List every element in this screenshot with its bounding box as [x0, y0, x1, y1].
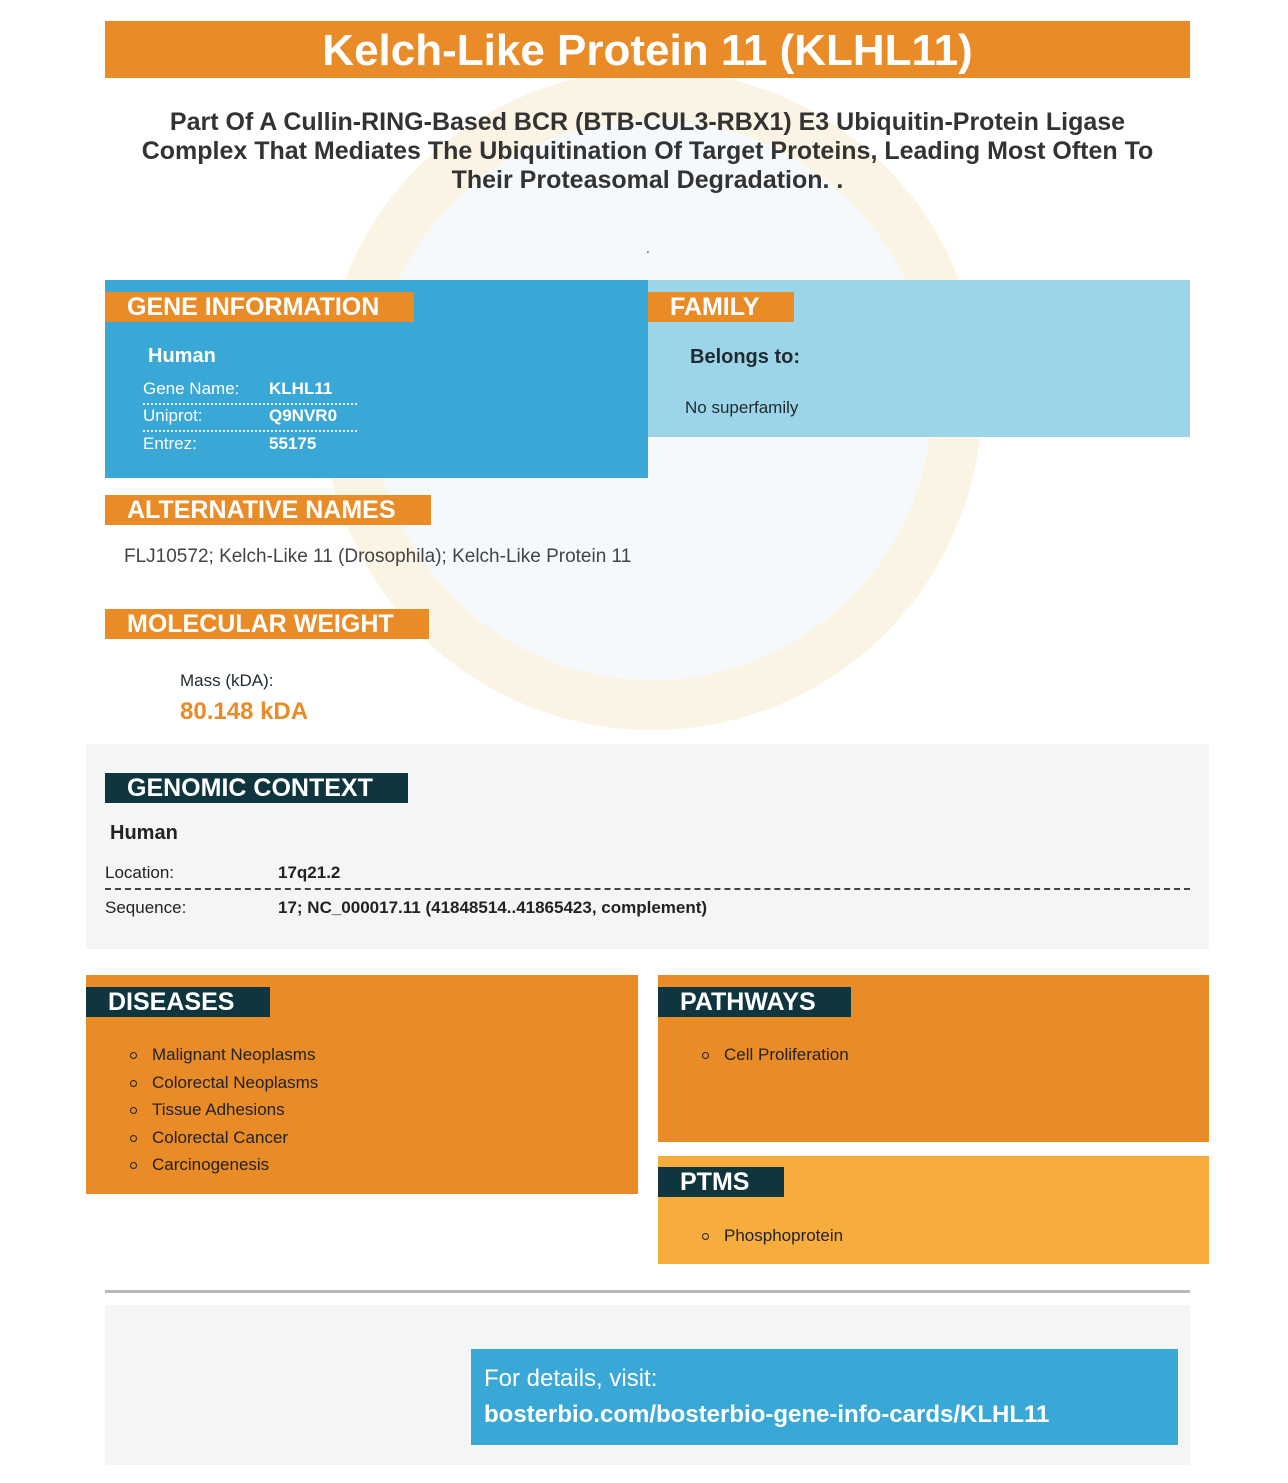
location-label: Location:	[105, 863, 174, 882]
list-item: Tissue Adhesions	[126, 1099, 318, 1127]
protein-description: Part Of A Cullin-RING-Based BCR (BTB-CUL3-RBX1) E3 Ubiquitin-Protein Ligase Complex That Mediates The Ubiquitination Of Target Proteins, Leading Most Often To Their Proteasomal Degradation. .	[141, 108, 1154, 194]
page-title: Kelch-Like Protein 11 (KLHL11)	[105, 21, 1190, 78]
molecular-weight-heading: MOLECULAR WEIGHT	[105, 609, 429, 639]
genomic-context-heading: GENOMIC CONTEXT	[105, 773, 408, 803]
uniprot-value: Q9NVR0	[269, 406, 338, 425]
list-item: Cell Proliferation	[698, 1044, 849, 1072]
gene-name-value: KLHL11	[269, 379, 333, 398]
family-value: No superfamily	[685, 398, 799, 417]
uniprot-row	[143, 404, 357, 432]
sequence-value: 17; NC_000017.11 (41848514..41865423, complement)	[278, 898, 708, 917]
location-row	[105, 858, 1190, 890]
ptms-heading: PTMS	[658, 1167, 784, 1197]
alternative-names-text: FLJ10572; Kelch-Like 11 (Drosophila); Kelch-Like Protein 11	[124, 546, 632, 567]
details-url-link[interactable]: bosterbio.com/bosterbio-gene-info-cards/KLHL11	[484, 1401, 1050, 1428]
family-heading: FAMILY	[648, 292, 794, 322]
list-item: Phosphoprotein	[698, 1225, 843, 1253]
diseases-list	[126, 1044, 318, 1182]
sequence-label: Sequence:	[105, 898, 187, 917]
belongs-to-label: Belongs to:	[690, 346, 800, 368]
gene-name-label: Gene Name:	[143, 379, 240, 398]
list-item: Colorectal Cancer	[126, 1127, 318, 1155]
pathways-heading: PATHWAYS	[658, 987, 851, 1017]
divider	[105, 1290, 1190, 1293]
entrez-value: 55175	[269, 434, 317, 453]
separator-dot: .	[646, 240, 650, 256]
location-value: 17q21.2	[278, 863, 341, 882]
entrez-label: Entrez:	[143, 434, 197, 453]
details-label: For details, visit:	[484, 1365, 658, 1392]
list-item: Malignant Neoplasms	[126, 1044, 318, 1072]
list-item: Carcinogenesis	[126, 1154, 318, 1182]
gene-name-row	[143, 377, 357, 405]
diseases-heading: DISEASES	[86, 987, 270, 1017]
gene-information-heading: GENE INFORMATION	[105, 292, 414, 322]
uniprot-label: Uniprot:	[143, 406, 203, 425]
pathways-list	[698, 1044, 849, 1072]
list-item: Colorectal Neoplasms	[126, 1072, 318, 1100]
entrez-row	[143, 432, 357, 458]
sequence-row	[105, 893, 1190, 923]
details-link-box[interactable]	[471, 1349, 1178, 1445]
gene-species: Human	[148, 345, 216, 367]
ptms-list	[698, 1225, 843, 1253]
mass-value: 80.148 kDA	[180, 698, 309, 725]
alternative-names-heading: ALTERNATIVE NAMES	[105, 495, 431, 525]
mass-label: Mass (kDA):	[180, 671, 274, 690]
genomic-species: Human	[110, 822, 178, 844]
